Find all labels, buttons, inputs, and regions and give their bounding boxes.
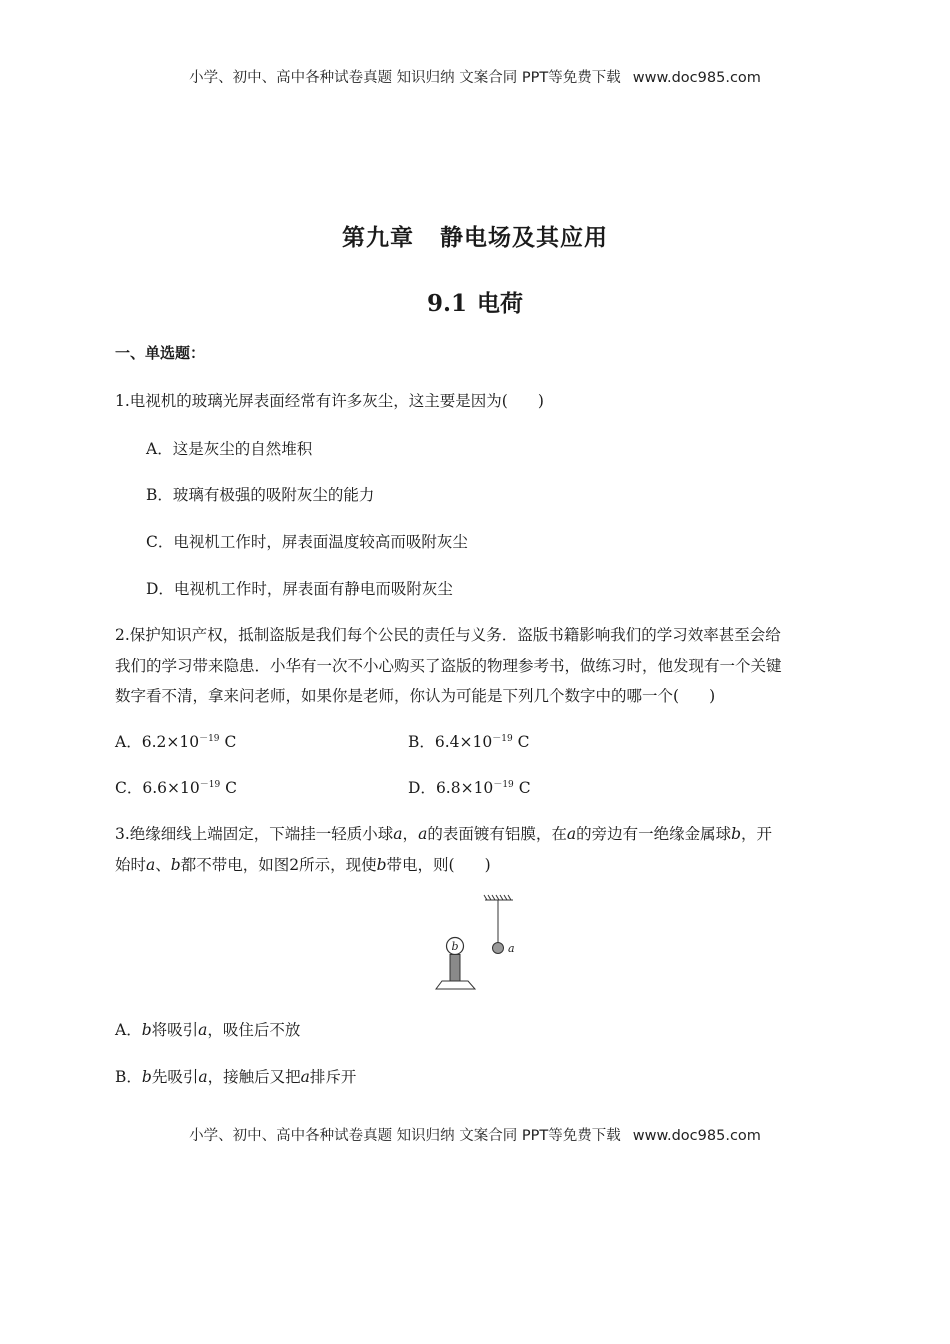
- section-title: [0, 285, 950, 318]
- section-name: 电荷: [477, 290, 523, 317]
- stand-base: [436, 981, 475, 989]
- q2-line-3-text: 数字看不清，拿来问老师，如果你是老师，你认为可能是下列几个数字中的哪一个(: [115, 687, 680, 705]
- q2-line-1: 2.保护知识产权，抵制盗版是我们每个公民的责任与义务．盗版书籍影响我们的学习效率甚至会给: [115, 626, 781, 644]
- figure-electroscope-diagram: [432, 893, 532, 993]
- chapter-number: 第九章: [342, 224, 414, 251]
- part-heading: 一、单选题：: [115, 344, 206, 362]
- q3-option-a: A．b将吸引a，吸住后不放: [115, 1021, 301, 1039]
- ceiling-hatch: [484, 895, 513, 900]
- q3-option-b: B．b先吸引a，接触后又把a排斥开: [115, 1068, 357, 1086]
- q2-option-a: A．$6.2\times 10^{-19}$ C: [115, 733, 237, 751]
- ball-a: [493, 943, 504, 954]
- chapter-name: 静电场及其应用: [440, 224, 608, 251]
- section-number: 9.1: [426, 290, 467, 317]
- footer-url[interactable]: www.doc985.com: [632, 1128, 761, 1144]
- insulating-stand: [450, 955, 460, 982]
- q2-option-b: B．$6.4\times 10^{-19}$ C: [408, 733, 530, 751]
- q3-line-1: 3.绝缘细线上端固定，下端挂一轻质小球a，a的表面镀有铝膜，在a的旁边有一绝缘金属球b，开: [115, 825, 773, 843]
- q2-line-2: 我们的学习带来隐患．小华有一次不小心购买了盗版的物理参考书，做练习时，他发现有一个关键: [115, 657, 782, 675]
- label-a: a: [508, 942, 515, 955]
- q3-line-2: 始时a、b都不带电，如图2所示，现使b带电，则( ): [115, 856, 491, 874]
- footer-text: 小学、初中、高中各种试卷真题 知识归纳 文案合同 PPT等免费下载: [189, 1128, 621, 1144]
- header-banner: [0, 66, 950, 87]
- q1-close: ): [537, 392, 544, 410]
- header-url[interactable]: www.doc985.com: [632, 70, 761, 86]
- q1-option-d: D．电视机工作时，屏表面有静电而吸附灰尘: [146, 580, 453, 598]
- label-b: b: [451, 940, 459, 953]
- q2-option-c: C．$6.6\times 10^{-19}$ C: [115, 779, 237, 797]
- q1-option-c: C．电视机工作时，屏表面温度较高而吸附灰尘: [146, 533, 468, 551]
- q1-option-b: B．玻璃有极强的吸附灰尘的能力: [146, 486, 375, 504]
- q1-stem-text: 1.电视机的玻璃光屏表面经常有许多灰尘，这主要是因为(: [115, 392, 508, 410]
- q2-line-3: [115, 684, 715, 706]
- q1-option-a: A．这是灰尘的自然堆积: [146, 440, 313, 458]
- chapter-title: [0, 219, 950, 252]
- q2-option-d: D．$6.8\times 10^{-19}$ C: [408, 779, 531, 797]
- q1-stem: [115, 389, 544, 411]
- footer-banner: [0, 1124, 950, 1145]
- header-text: 小学、初中、高中各种试卷真题 知识归纳 文案合同 PPT等免费下载: [189, 70, 621, 86]
- q2-close: ): [709, 687, 716, 705]
